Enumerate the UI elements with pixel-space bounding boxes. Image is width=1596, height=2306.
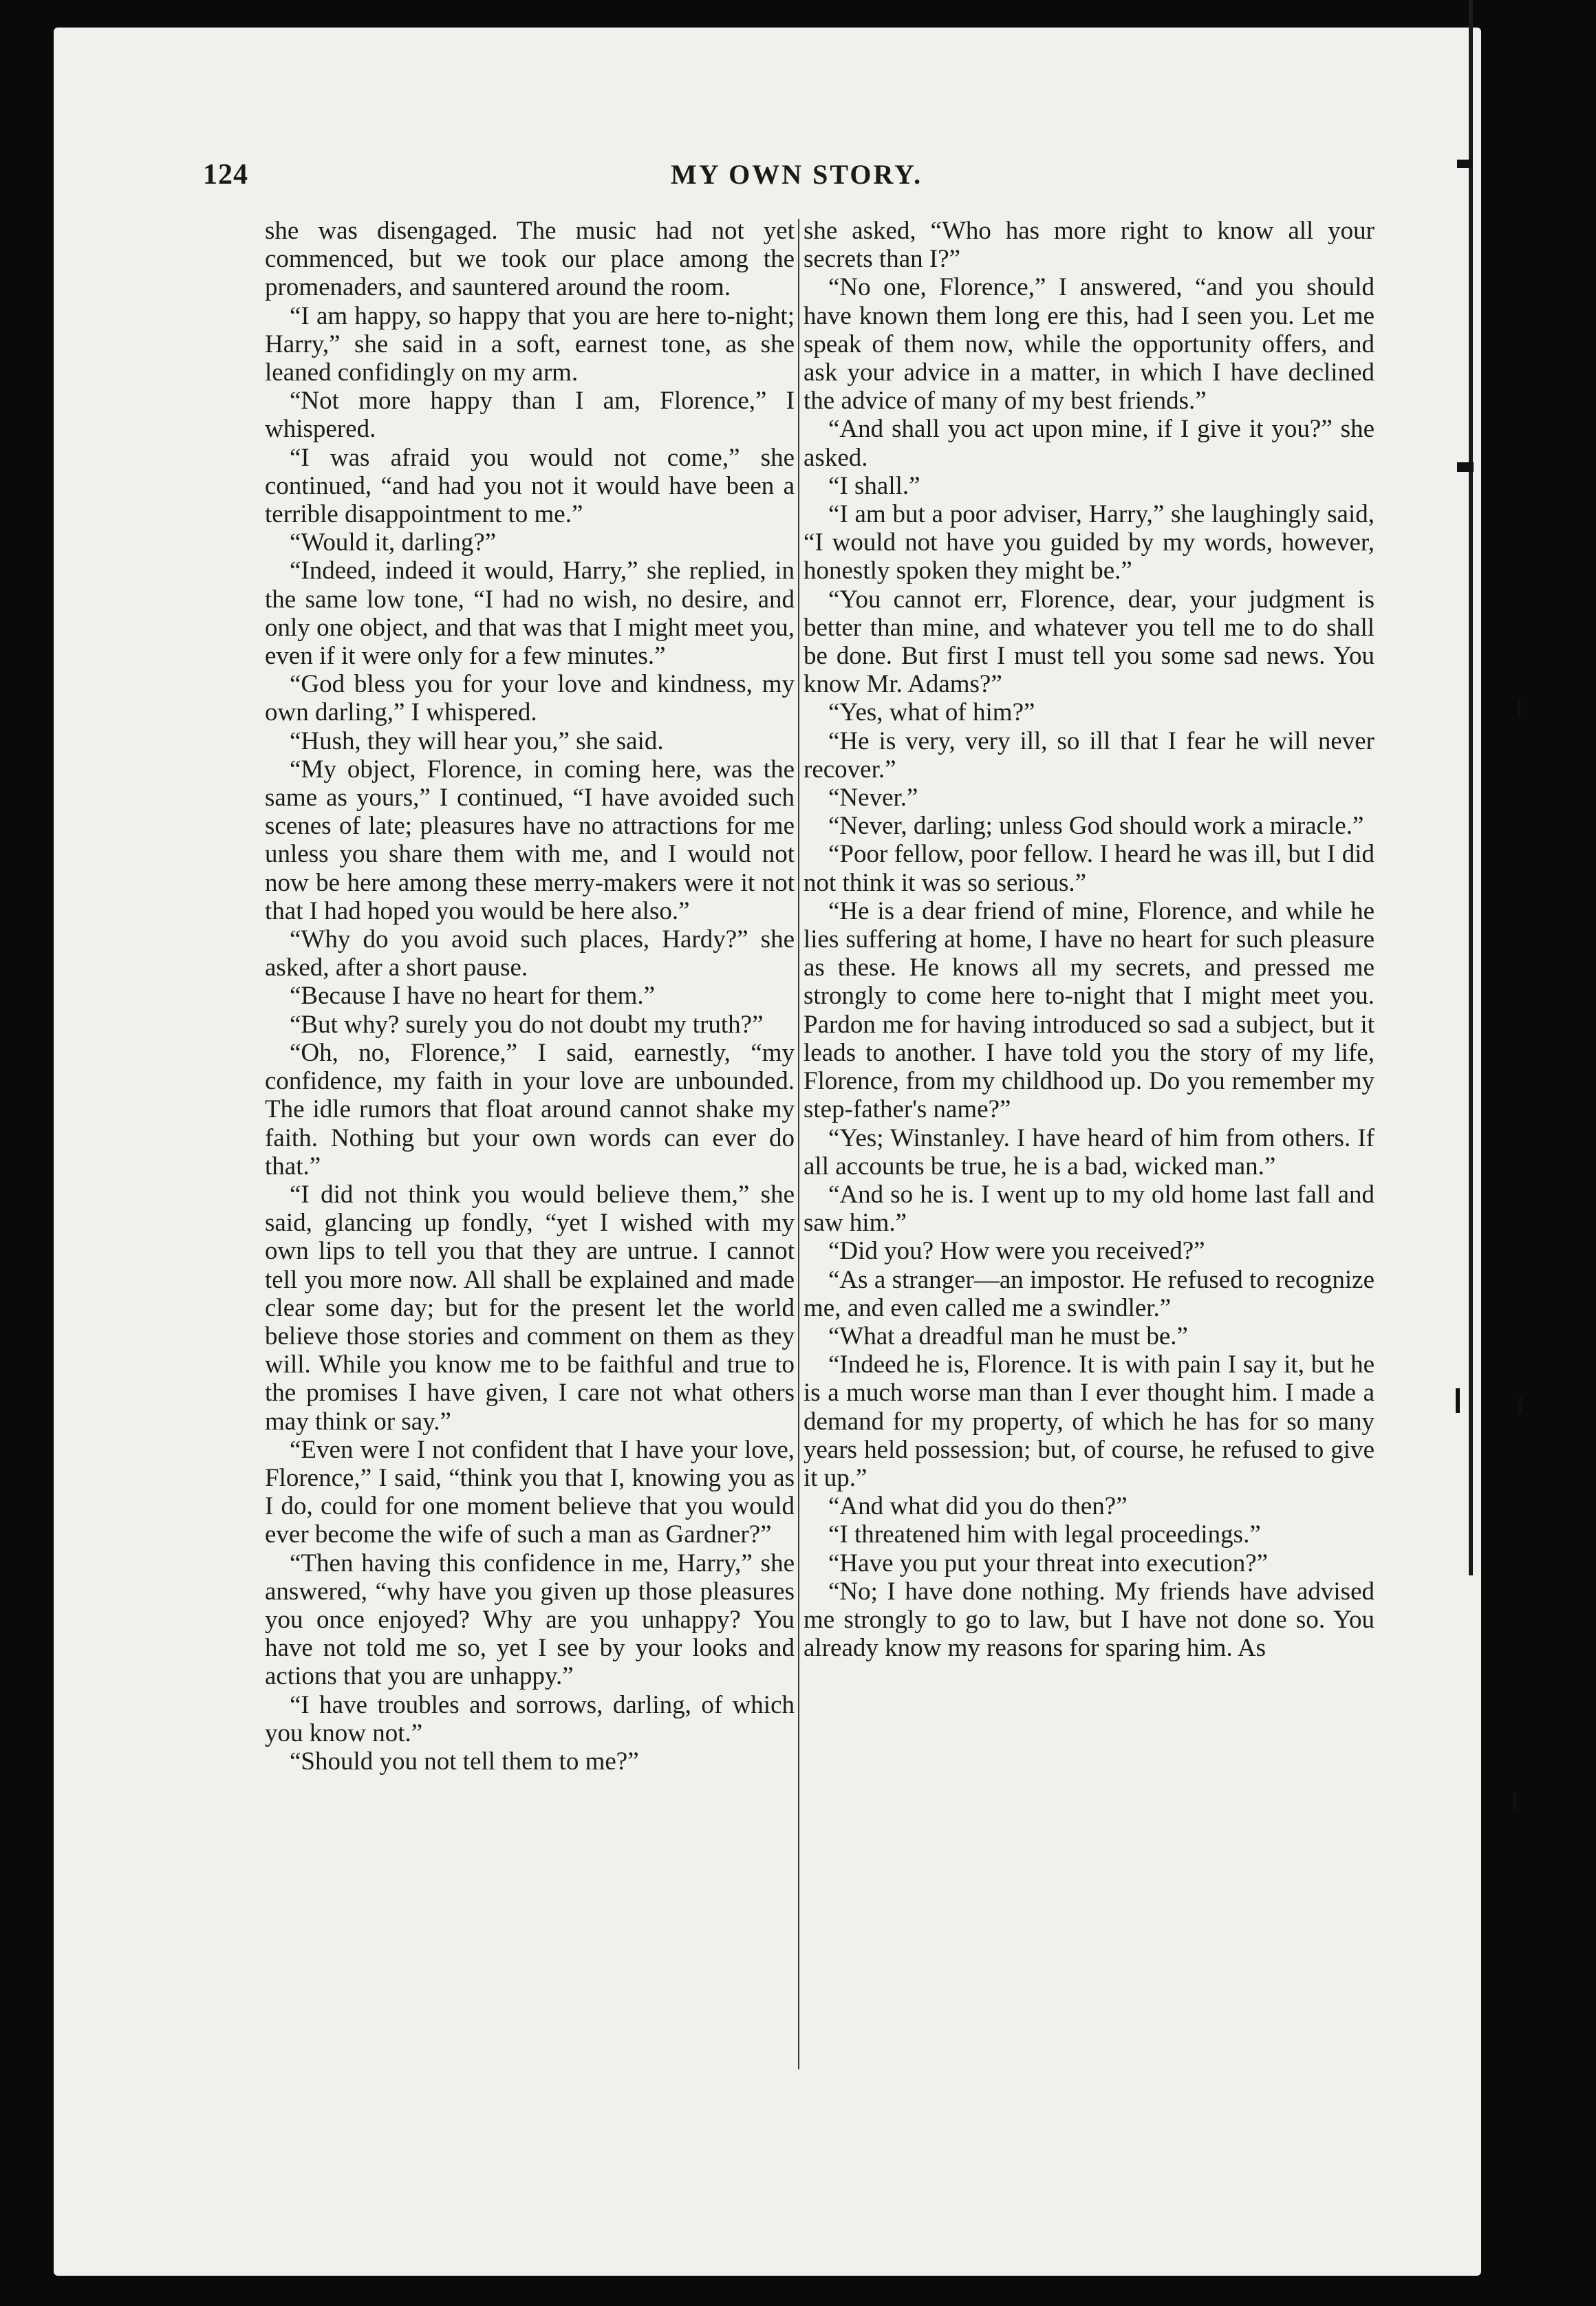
paragraph: “Did you? How were you received?” <box>828 1237 1205 1266</box>
paragraph: “Hush, they will hear you,” she said. <box>290 726 664 755</box>
paragraph: “Would it, darling?” <box>290 528 497 557</box>
paragraph: “Oh, no, Florence,” I said, earnestly, “my confidence, my faith in your love are unbounded. The idle rumors that float around cannot shake my faith. Nothing but your own words can ever do that.” <box>265 1038 795 1181</box>
paragraph: “Indeed he is, Florence. It is with pain I say it, but he is a much worse man than I ever thought him. I made a demand for my property, of which he has for so many years held possession; but, of course, he refused to give it up.” <box>804 1350 1374 1492</box>
edge-mark <box>1456 1388 1460 1413</box>
paragraph: “What a dreadful man he must be.” <box>828 1322 1188 1350</box>
paragraph: “My object, Florence, in coming here, was the same as yours,” I continued, “I have avoided such scenes of late; pleasures have no attractions for me unless you share them with me, and I would not now be here among these merry-makers were it not that I had hoped you would be here also.” <box>265 755 795 925</box>
paragraph: “Even were I not confident that I have your love, Florence,” I said, “think you that I, knowing you as I do, could for one moment believe that you would ever become the wife of such a man as Gardner?” <box>265 1435 795 1549</box>
paragraph: “Not more happy than I am, Florence,” I whispered. <box>265 387 795 444</box>
paragraph: “You cannot err, Florence, dear, your judgment is better than mine, and whatever you tell me to do shall be done. But first I must tell you some sad news. You know Mr. Adams?” <box>804 585 1374 699</box>
paragraph: “But why? surely you do not doubt my truth?” <box>290 1010 764 1039</box>
edge-mark <box>1519 1397 1522 1413</box>
paragraph: “I have troubles and sorrows, darling, of which you know not.” <box>265 1690 795 1747</box>
paragraph: “He is very, very ill, so ill that I fear he will never recover.” <box>804 726 1374 784</box>
page-edge-line <box>1469 0 1473 1575</box>
paragraph: “God bless you for your love and kindness, my own darling,” I whispered. <box>265 670 795 727</box>
paragraph: “And shall you act upon mine, if I give it you?” she asked. <box>804 415 1374 472</box>
paragraph: “Never, darling; unless God should work a miracle.” <box>828 812 1364 841</box>
column-divider <box>798 219 799 2069</box>
paragraph: “I shall.” <box>828 471 920 500</box>
paragraph: “Yes, what of him?” <box>828 698 1035 727</box>
paragraph: “I was afraid you would not come,” she continued, “and had you not it would have been a terrible disappointment to me.” <box>265 443 795 529</box>
edge-mark <box>1518 698 1520 718</box>
paragraph: “I am happy, so happy that you are here to-night; Harry,” she said in a soft, earnest tone, as she leaned confidingly on my arm. <box>265 301 795 387</box>
paragraph: “And so he is. I went up to my old home last fall and saw him.” <box>804 1180 1374 1238</box>
right-text-column <box>804 217 1374 1662</box>
paragraph: “Never.” <box>828 784 918 812</box>
paragraph: “Why do you avoid such places, Hardy?” she asked, after a short pause. <box>265 925 795 982</box>
paragraph: “No; I have done nothing. My friends have advised me strongly to go to law, but I have not done so. You already know my reasons for sparing him. As <box>804 1577 1374 1663</box>
paragraph: “I threatened him with legal proceedings.” <box>828 1520 1261 1549</box>
edge-mark <box>1513 1792 1516 1811</box>
paragraph: “I did not think you would believe them,” she said, glancing up fondly, “yet I wished with my own lips to tell you that they are untrue. I cannot tell you more now. All shall be explained and made clear some day; but for the present let the world believe those stories and comment on them as they will. While you know me to be faithful and true to the promises I have given, I care not what others may think or say.” <box>265 1180 795 1436</box>
paragraph: “As a stranger—an impostor. He refused to recognize me, and even called me a swindler.” <box>804 1265 1374 1322</box>
paragraph: “Yes; Winstanley. I have heard of him from others. If all accounts be true, he is a bad, wicked man.” <box>804 1123 1374 1181</box>
paragraph: “Have you put your threat into execution?” <box>828 1549 1269 1577</box>
left-text-column <box>265 217 795 1776</box>
paragraph: “And what did you do then?” <box>828 1492 1128 1521</box>
paragraph: “Should you not tell them to me?” <box>290 1747 639 1776</box>
paragraph: she asked, “Who has more right to know all your secrets than I?” <box>804 217 1374 274</box>
paragraph: “No one, Florence,” I answered, “and you should have known them long ere this, had I seen you. Let me speak of them now, while the opportunity offers, and ask your advice in a matter, in which I have declined the advice of many of my best friends.” <box>804 273 1374 416</box>
page-header <box>203 158 1441 200</box>
paragraph: “Poor fellow, poor fellow. I heard he was ill, but I did not think it was so serious.” <box>804 840 1374 897</box>
paragraph: “Indeed, indeed it would, Harry,” she replied, in the same low tone, “I had no wish, no desire, and only one object, and that was that I might meet you, even if it were only for a few minutes.” <box>265 557 795 671</box>
page-number: 124 <box>203 159 248 191</box>
edge-mark <box>1457 160 1472 168</box>
paragraph: “Then having this confidence in me, Harry,” she answered, “why have you given up those pleasures you once enjoyed? Why are you unhappy? You have not told me so, yet I see by your looks and actions that you are unhappy.” <box>265 1549 795 1691</box>
paragraph: “Because I have no heart for them.” <box>290 982 656 1011</box>
paragraph: she was disengaged. The music had not yet commenced, but we took our place among the promenaders, and sauntered around the room. <box>265 217 795 302</box>
paragraph: “I am but a poor adviser, Harry,” she laughingly said, “I would not have you guided by my words, however, honestly spoken they might be.” <box>804 500 1374 585</box>
edge-mark <box>1457 462 1474 472</box>
running-title: MY OWN STORY. <box>671 159 923 190</box>
paragraph: “He is a dear friend of mine, Florence, and while he lies suffering at home, I have no heart for such pleasure as these. He knows all my secrets, and pressed me strongly to come here to-night that I might meet you. Pardon me for having introduced so sad a subject, but it leads to another. I have told you the story of my life, Florence, from my childhood up. Do you remember my step-father's name?” <box>804 896 1374 1124</box>
